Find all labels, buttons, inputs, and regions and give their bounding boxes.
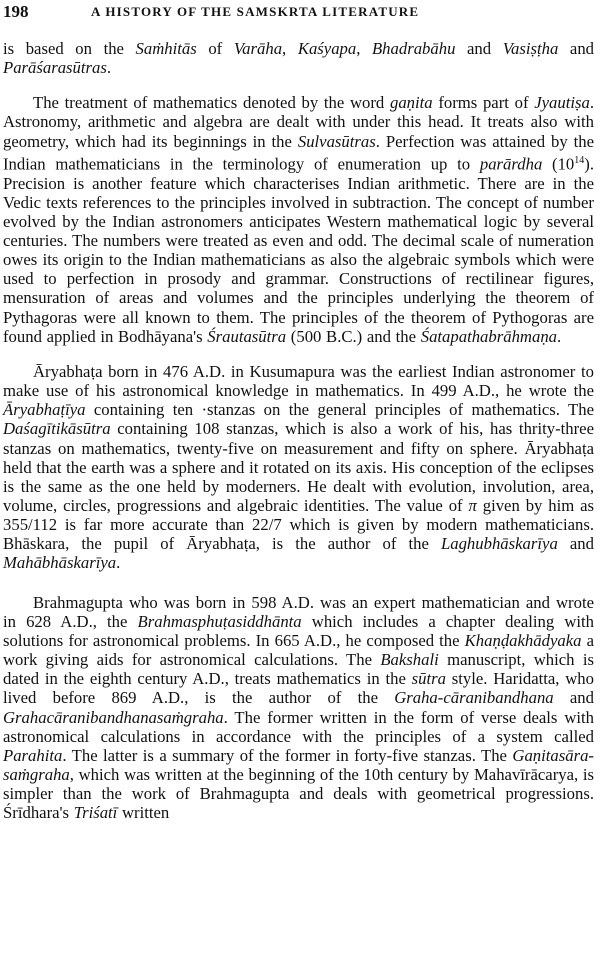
- body-text: [3, 39, 594, 823]
- paragraph: [3, 362, 594, 573]
- italic-term: Laghubhāskarīya: [440, 534, 558, 554]
- italic-term: Jyautiṣa: [534, 93, 590, 113]
- italic-term: parārdha: [479, 154, 543, 174]
- italic-term: Bakshali: [380, 650, 439, 670]
- text-run: Brahmagupta who was born in 598 A.D. was an expert mathematician and wrote in 628 A.D., the: [3, 592, 594, 631]
- text-run: and: [558, 39, 595, 58]
- text-run: .: [106, 58, 112, 78]
- text-run: . Astronomy, arithmetic and algebra are dealt with under this head. It treats also with geometry, which had its beginnings in the: [3, 93, 594, 151]
- text-run: and: [557, 534, 594, 554]
- text-run: Āryabhaṭa born in 476 A.D. in Kusumapura was the earliest Indian astronomer to make use of his astronomical knowledge in mathematics. In 499 A.D., he wrote the: [3, 361, 594, 401]
- text-run: . Perfection was attained by the Indian mathematicians in the terminology of enumeration up to: [3, 131, 594, 174]
- paragraph: [3, 39, 594, 77]
- italic-term: π: [468, 496, 477, 515]
- page-header: [3, 0, 594, 28]
- text-run: The treatment of mathematics denoted by the word: [33, 93, 390, 113]
- italic-term: Graha-cāranibandhana: [394, 688, 554, 708]
- italic-term: Brahmasphuṭasiddhānta: [137, 611, 302, 631]
- italic-term: Daśagītikāsūtra: [3, 419, 111, 439]
- italic-term: sūtra: [411, 669, 446, 689]
- italic-term: Gaṇitasāra-saṁgraha: [3, 745, 594, 785]
- text-run: , which was written at the beginning of the 10th century by Mahavīrācarya, is simpler than the work of Brahmagupta and deals with geometrical progressions. Śrīdhara's: [3, 765, 594, 823]
- text-run: . The former written in the form of verse deals with astronomical calculations in accordance with the principles of a system called: [3, 707, 594, 746]
- text-run: . The latter is a summary of the former in forty-five stanzas. The: [62, 745, 513, 765]
- text-run: containing 108 stanzas, which is also a work of his, has thrity-three stanzas on mathematics, twenty-five on measurement and fifty on sphere. Āryabhaṭa held that the earth was a sphere and it rotated on its axis. His conception of the eclipses is the same as the one held by moderners. He dealt with evolution, involution, area, volume, circles, progressions and algebraic identities. The value of: [3, 419, 594, 515]
- italic-term: Śatapathabrāhmaṇa: [420, 326, 558, 346]
- superscript: 14: [574, 154, 585, 166]
- paragraph: [3, 593, 594, 823]
- text-run: ,: [282, 39, 298, 58]
- text-run: (500 B.C.) and the: [286, 326, 421, 346]
- italic-term: Āryabhaṭīya: [3, 400, 86, 420]
- text-run: is based on the: [3, 39, 136, 58]
- italic-term: Śrautasūtra: [207, 326, 287, 346]
- text-run: .: [557, 326, 562, 346]
- text-run: given by him as 355/112 is far more accurate than 22/7 which is given by modern mathematicians. Bhāskara, the pupil of Āryabhaṭa, is the author of the: [3, 496, 594, 554]
- text-run: forms part of: [432, 93, 535, 113]
- text-run: manuscript, which is dated in the eighth century A.D., treats mathematics in the: [3, 650, 594, 689]
- text-run: written: [117, 803, 170, 823]
- text-run: ). Precision is another feature which characterises Indian arithmetic. There are in the Vedic texts references to the principles involved in subtraction. The concept of number evolved by the Indian astronomers anticipates Western mathematical logic by several centuries. The numbers were treated as even and odd. The decimal scale of numeration owes its origin to the Indian mathematicians as also the algebraic symbols which were used to perfection in prosody and grammar. Constructions of rectilinear figures, mensuration of areas and volumes and the principles underlying the theorem of Pythagoras were all known to them. The principles of the theorem of Pythogoras are found applied in Bodhāyana's: [3, 154, 595, 346]
- page-number: 198: [3, 2, 29, 21]
- italic-term: Kaśyapa: [297, 39, 357, 58]
- paragraph: [3, 93, 594, 346]
- italic-term: Saṁhitās: [135, 39, 197, 58]
- italic-term: Mahābhāskarīya: [3, 553, 117, 573]
- italic-term: Triśatī: [73, 803, 118, 823]
- text-run: and: [553, 688, 594, 708]
- text-run: of: [196, 39, 234, 58]
- italic-term: Vasiṣṭha: [502, 39, 559, 58]
- text-run: .: [116, 553, 121, 573]
- running-title: A HISTORY OF THE SAMSKRTA LITERATURE: [91, 4, 420, 19]
- text-run: containing ten ·stanzas on the general principles of mathematics. The: [85, 400, 594, 420]
- italic-term: Parahita: [3, 745, 63, 765]
- italic-term: Khaṇḍakhādyaka: [464, 630, 582, 650]
- italic-term: gaṇita: [389, 93, 433, 113]
- italic-term: Grahacāranibandhanasaṁgraha: [3, 707, 224, 727]
- text-run: style. Haridatta, who lived before 869 A.D., is the author of the: [3, 669, 594, 708]
- italic-term: Sulvasūtras: [297, 131, 376, 151]
- italic-term: Parāśarasūtras: [3, 58, 107, 78]
- text-run: ,: [356, 39, 372, 58]
- text-run: a work giving aids for astronomical calculations. The: [3, 630, 594, 670]
- text-run: which includes a chapter dealing with solutions for astronomical problems. In 665 A.D., he composed the: [3, 611, 594, 650]
- italic-term: Varāha: [233, 39, 283, 58]
- text-run: (10: [542, 154, 575, 174]
- italic-term: Bhadrabāhu: [371, 39, 456, 58]
- text-run: and: [455, 39, 503, 58]
